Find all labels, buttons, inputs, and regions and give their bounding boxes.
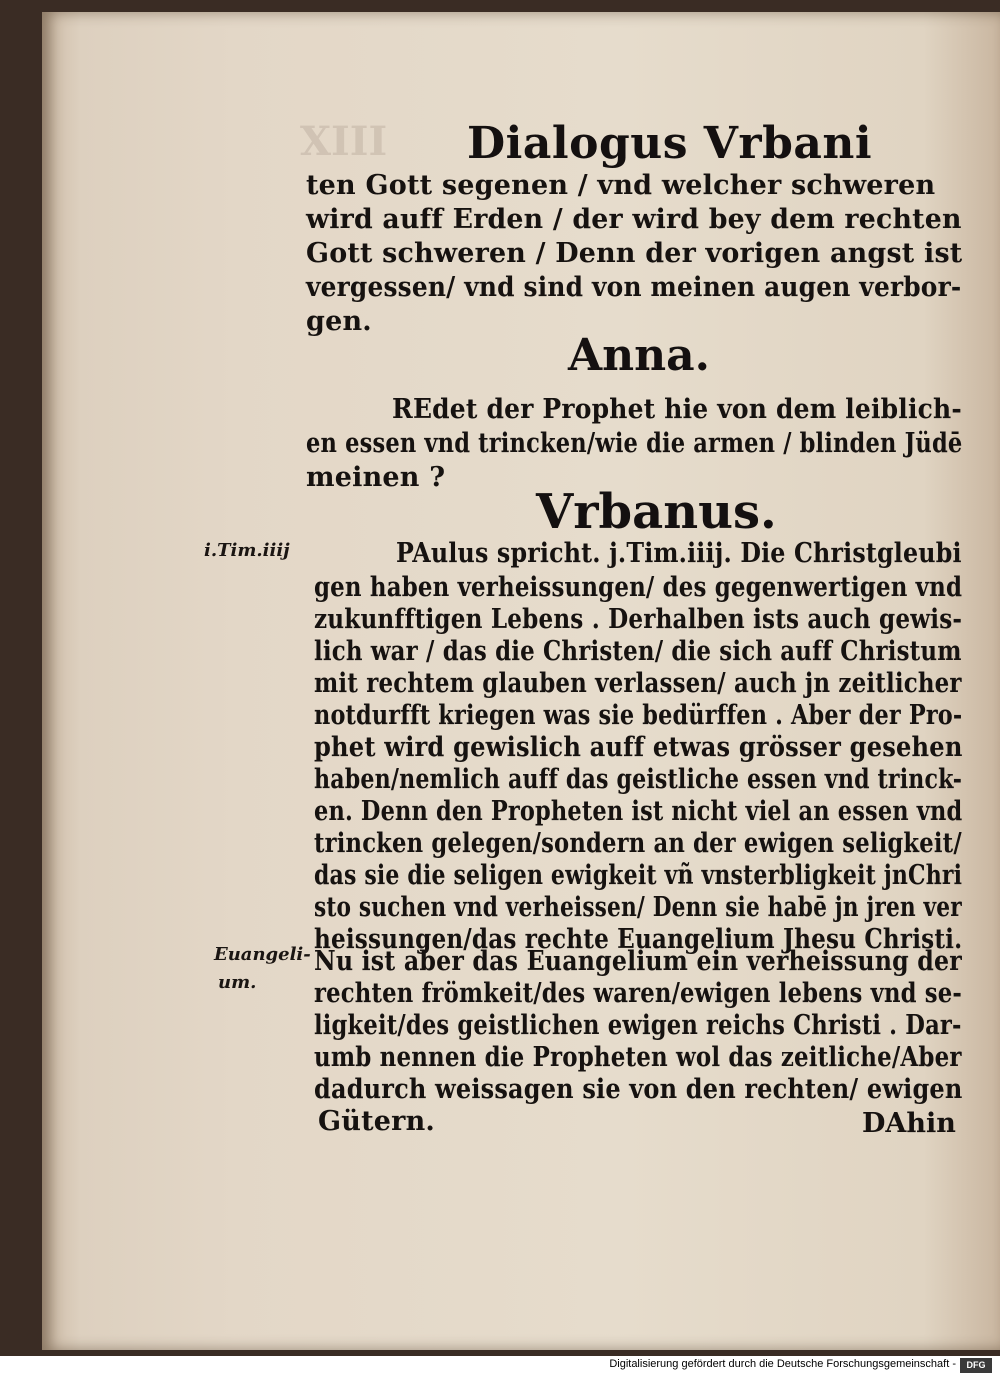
text-line: vergessen/ vnd sind von meinen augen verbor- bbox=[306, 272, 962, 303]
text-line: mit rechtem glauben verlassen/ auch jn zeitlicher bbox=[314, 668, 962, 699]
text-line: Nu ist aber das Euangelium ein verheissung der bbox=[314, 946, 962, 977]
margin-note-euangelium-cont: um. bbox=[218, 972, 257, 993]
catchword: DAhin bbox=[862, 1108, 956, 1139]
text-line: REdet der Prophet hie von dem leiblich- bbox=[392, 394, 962, 425]
text-line: gen. bbox=[306, 306, 372, 337]
text-line: Gütern. bbox=[318, 1106, 435, 1137]
speaker-heading-urbanus: Vrbanus. bbox=[536, 484, 777, 540]
text-line: gen haben verheissungen/ des gegenwertigen vnd bbox=[314, 572, 963, 603]
text-line: ten Gott segenen / vnd welcher schweren bbox=[306, 170, 936, 201]
text-line: heissungen/das rechte Euangelium Jhesu Christi. bbox=[314, 924, 963, 955]
text-line: wird auff Erden / der wird bey dem rechten bbox=[306, 204, 962, 235]
text-line: en essen vnd trincken/wie die armen / blinden Jüdē bbox=[306, 428, 963, 459]
text-line: Gott schweren / Denn der vorigen angst ist bbox=[306, 238, 963, 269]
margin-note-reference: i.Tim.iiij bbox=[204, 540, 290, 561]
speaker-heading-anna: Anna. bbox=[568, 330, 710, 381]
text-line: phet wird gewislich auff etwas grösser gesehen bbox=[314, 732, 963, 763]
text-line: dadurch weissagen sie von den rechten/ ewigen bbox=[314, 1074, 963, 1105]
text-line: rechten frömkeit/des waren/ewigen lebens vnd se- bbox=[314, 978, 963, 1009]
text-line: umb nennen die Propheten wol das zeitliche/Aber bbox=[314, 1042, 962, 1073]
text-line: en. Denn den Propheten ist nicht viel an essen vnd bbox=[314, 796, 963, 827]
text-line: haben/nemlich auff das geistliche essen vnd trinck- bbox=[314, 764, 963, 795]
margin-note-euangelium: Euangeli- bbox=[214, 944, 311, 965]
dfg-logo: DFG bbox=[960, 1358, 992, 1373]
text-line: ligkeit/des geistlichen ewigen reichs Christi . Dar- bbox=[314, 1010, 962, 1041]
text-line: PAulus spricht. j.Tim.iiij. Die Christgleubi bbox=[396, 538, 962, 569]
ghost-numeral: XIII bbox=[300, 118, 388, 165]
footer-credit: Digitalisierung gefördert durch die Deutsche Forschungsgemeinschaft - bbox=[609, 1358, 956, 1370]
footer-bar bbox=[0, 1356, 1000, 1377]
text-line: meinen ? bbox=[306, 462, 446, 493]
text-line: das sie die seligen ewigkeit vñ vnsterbligkeit jnChri bbox=[314, 860, 963, 891]
text-line: trincken gelegen/sondern an der ewigen seligkeit/ bbox=[314, 828, 962, 859]
text-line: sto suchen vnd verheissen/ Denn sie habē jn jren ver bbox=[314, 892, 962, 923]
text-line: zukunfftigen Lebens . Derhalben ists auch gewis- bbox=[314, 604, 963, 635]
text-line: lich war / das die Christen/ die sich auff Christum bbox=[314, 636, 962, 667]
running-head: Dialogus Vrbani bbox=[467, 118, 873, 169]
text-line: notdurfft kriegen was sie bedürffen . Aber der Pro- bbox=[314, 700, 963, 731]
